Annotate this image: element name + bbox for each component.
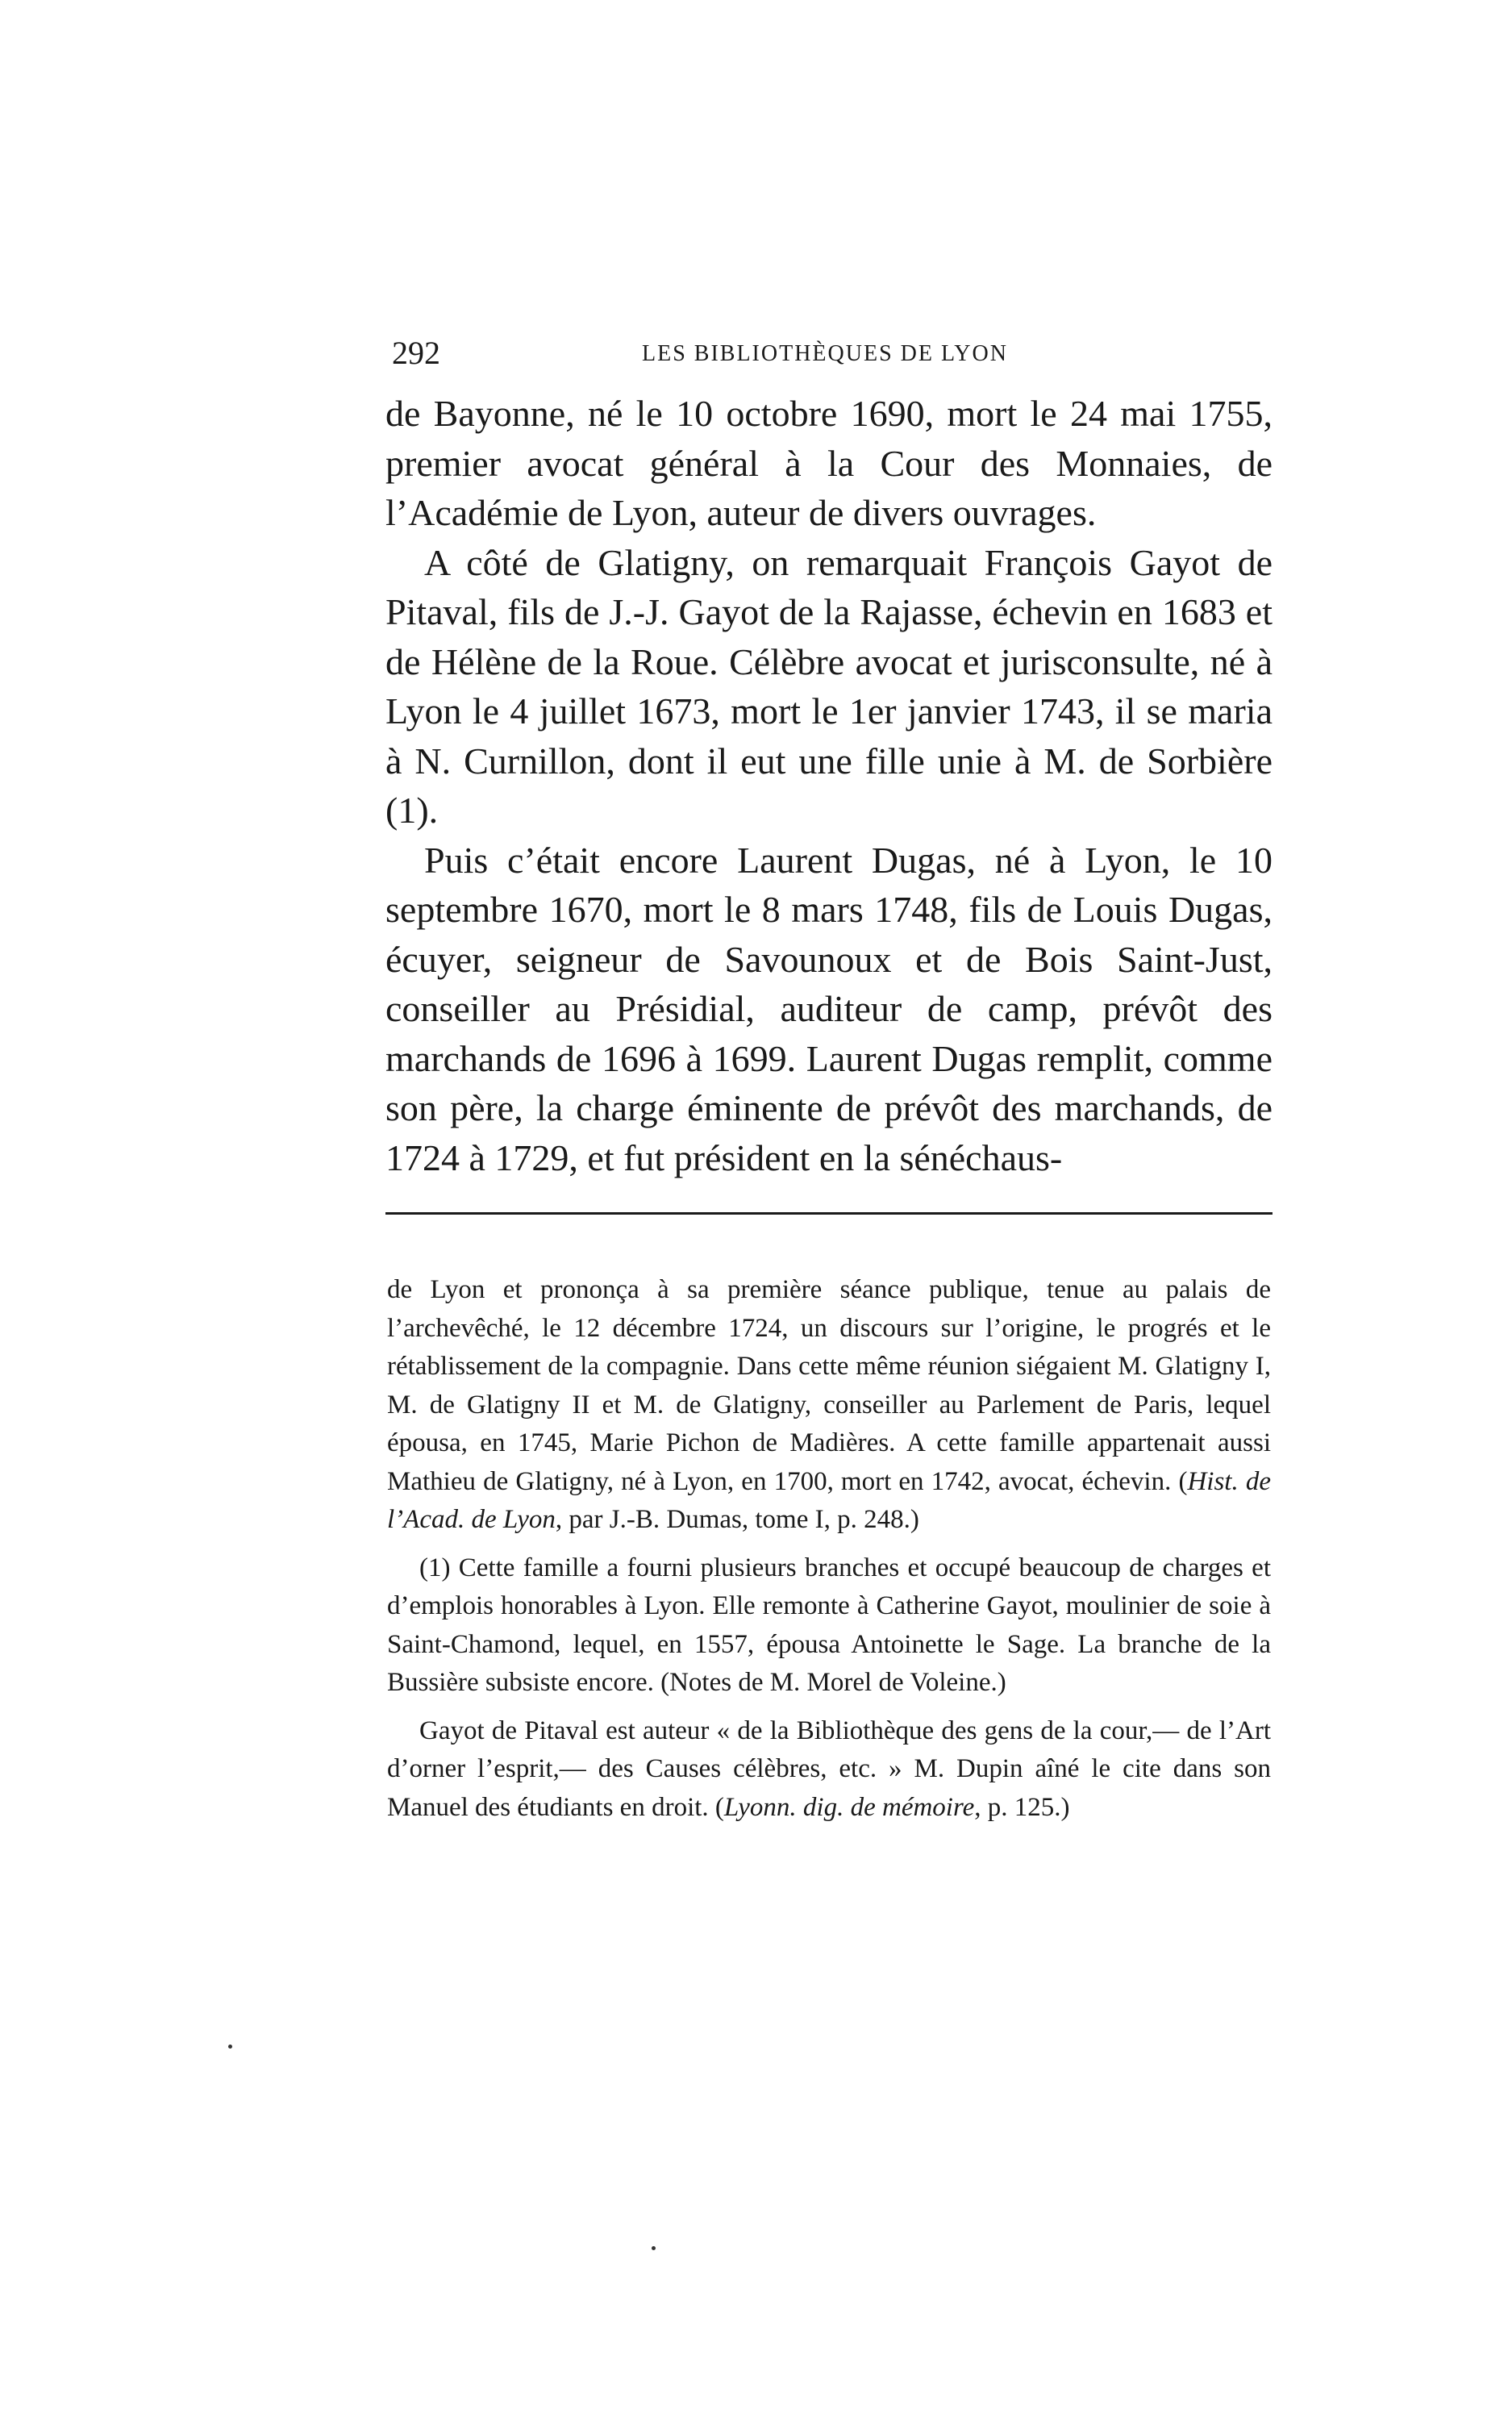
- ink-speck: [652, 2246, 656, 2250]
- paragraph-3: Puis c’était encore Laurent Dugas, né à Lyon, le 10 septembre 1670, mort le 8 mars 1748, fils de Louis Dugas, écuyer, seigneur de Savounoux et de Bois Saint-Just, conseiller au Présidial, auditeur de camp, prévôt des marchands de 1696 à 1699. Laurent Dugas remplit, comme son père, la charge éminente de prévôt des marchands, de 1724 à 1729, et fut président en la sénéchaus-: [385, 839, 1272, 1178]
- footnote-2: [387, 1712, 1271, 1828]
- page-header: [392, 329, 1279, 377]
- footnote-2-citation: Lyonn. dig. de mémoire: [723, 1792, 975, 1822]
- footnote-continued-text: de Lyon et prononça à sa première séance publique, tenue au palais de l’archevêché, le 12 décembre 1724, un discours sur l’origine, le progrés et le rétablissement de la compagnie. Dans cette même réunion siégaient M. Glatigny I, M. de Glatigny II et M. de Glatigny, conseiller au Parlement de Paris, lequel épousa, en 1745, Marie Pichon de Madières. A cette famille appartenait aussi Mathieu de Glatigny, né à Lyon, en 1700, mort en 1742, avocat, échevin. (: [387, 1275, 1271, 1496]
- paragraph-1: de Bayonne, né le 10 octobre 1690, mort le 24 mai 1755, premier avocat général à la Cour des Monnaies, de l’Académie de Lyon, auteur de divers ouvrages.: [385, 393, 1272, 533]
- footnote-1: (1) Cette famille a fourni plusieurs branches et occupé beaucoup de charges et d’emplois honorables à Lyon. Elle remonte à Catherine Gayot, moulinier de soie à Saint-Chamond, lequel, en 1557, épousa Antoinette le Sage. La branche de la Bussière subsiste encore. (Notes de M. Morel de Voleine.): [387, 1553, 1271, 1697]
- footnote-citation-title: Hist. de l’Acad. de Lyon: [387, 1466, 1271, 1534]
- footnote-continued: [387, 1271, 1271, 1540]
- footnote-divider: [385, 1212, 1272, 1215]
- ink-speck: [228, 2045, 232, 2049]
- footnote-2-tail: , p. 125.): [974, 1792, 1070, 1822]
- footnote-2-text: Gayot de Pitaval est auteur « de la Bibliothèque des gens de la cour,— de l’Art d’orner l’esprit,— des Causes célèbres, etc. » M. Dupin aîné le cite dans son Manuel des étudiants en droit. (: [387, 1715, 1271, 1822]
- main-text: [385, 389, 1272, 1182]
- running-title: LES BIBLIOTHÈQUES DE LYON: [642, 341, 1008, 366]
- page-number: 292: [392, 335, 440, 371]
- paragraph-2: A côté de Glatigny, on remarquait François Gayot de Pitaval, fils de J.-J. Gayot de la Rajasse, échevin en 1683 et de Hélène de la Roue. Célèbre avocat et jurisconsulte, né à Lyon le 4 juillet 1673, mort le 1er janvier 1743, il se maria à N. Curnillon, dont il eut une fille unie à M. de Sorbière (1).: [385, 541, 1272, 831]
- footnote-citation-tail: , par J.-B. Dumas, tome I, p. 248.): [555, 1505, 919, 1534]
- footnotes: [387, 1271, 1271, 1836]
